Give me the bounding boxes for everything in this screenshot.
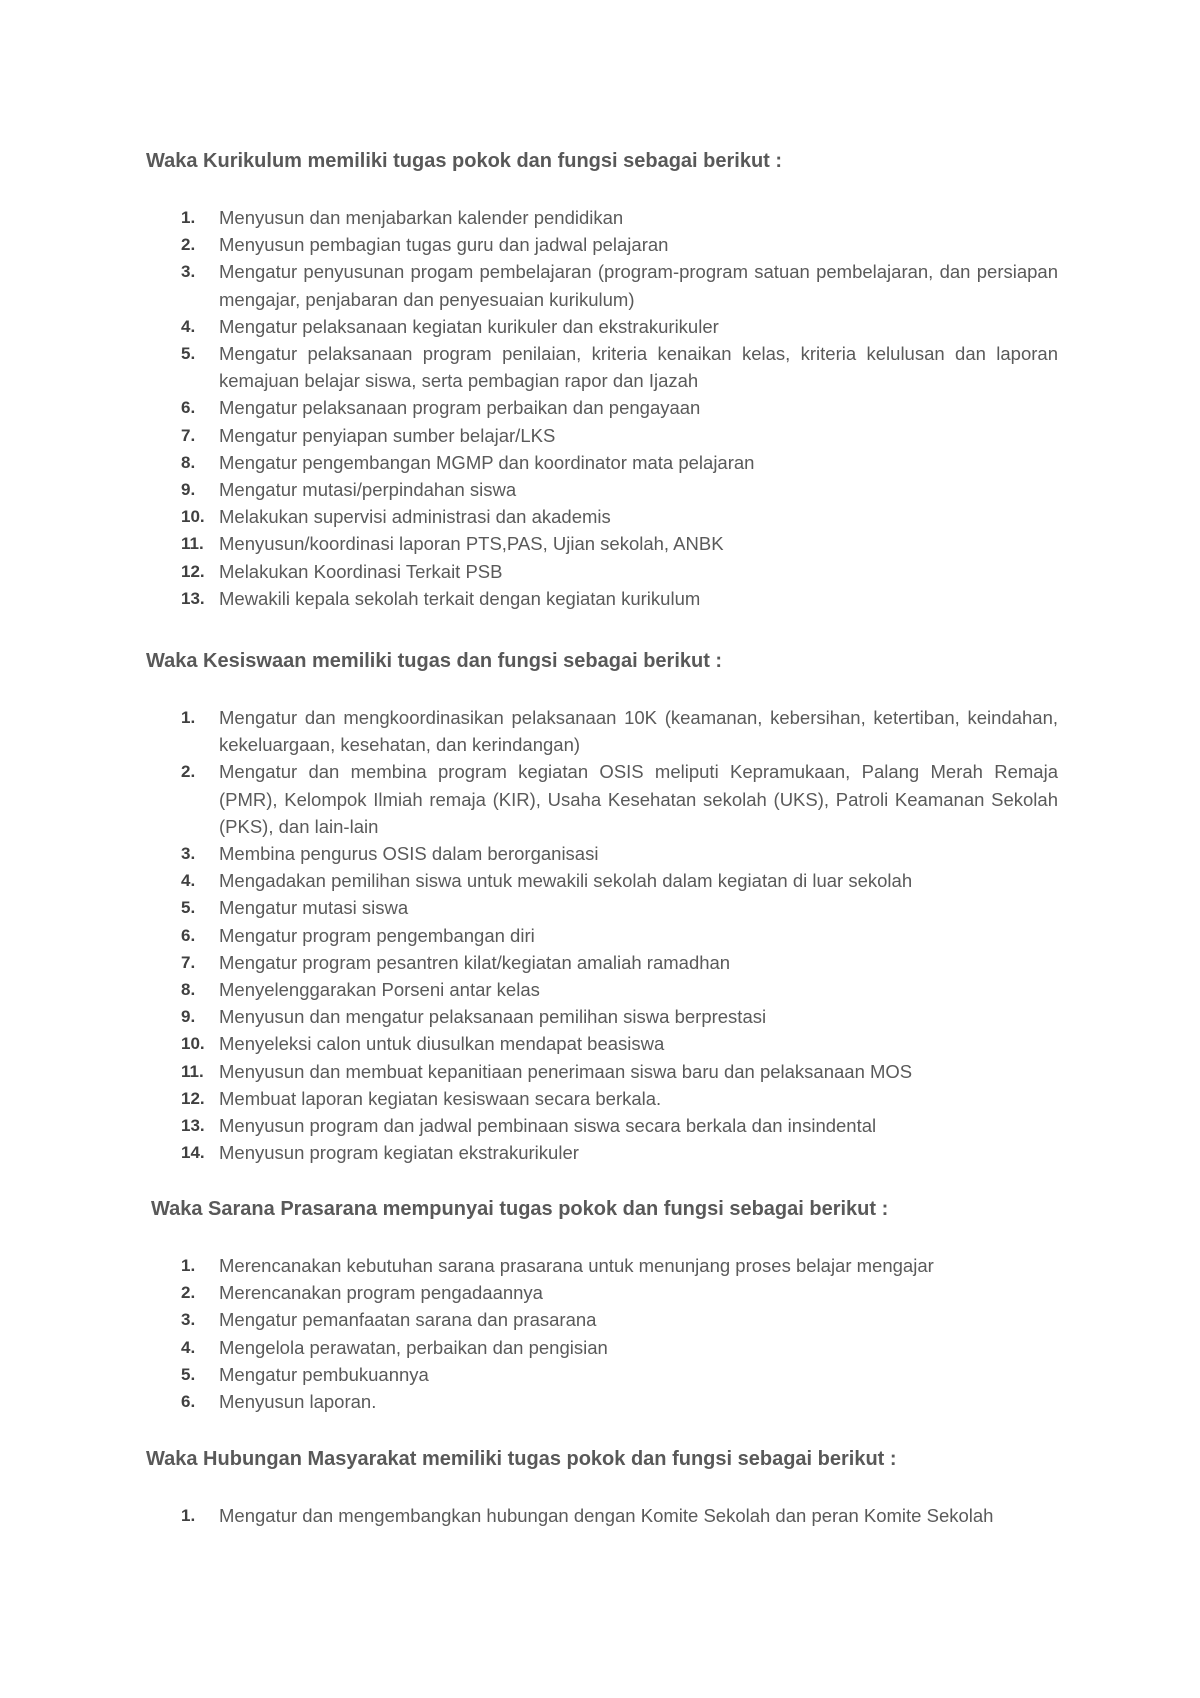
list-item (0, 704, 1058, 758)
item-number: 3. (181, 844, 196, 864)
item-number: 1. (181, 1506, 196, 1525)
list-item (0, 585, 1058, 612)
item-number: 6. (181, 1392, 196, 1412)
list-item (0, 1502, 1058, 1529)
list-item (0, 1252, 1058, 1279)
list-item (0, 894, 1058, 921)
item-number: 10. (181, 507, 205, 527)
item-number: 7. (181, 425, 196, 445)
item-text: Mengatur dan mengembangkan hubungan dengan Komite Sekolah dan peran Komite Sekolah (219, 1505, 994, 1526)
item-number: 5. (181, 1364, 196, 1384)
list-item (0, 340, 1058, 394)
item-number: 5. (181, 344, 196, 364)
list-item (0, 1361, 1058, 1388)
item-number: 1. (181, 1256, 196, 1275)
item-text: Mengatur dan mengkoordinasikan pelaksanaan 10K (keamanan, kebersihan, ketertiban, keindahan, kekeluargaan, kesehatan, dan kerindangan) (219, 707, 1058, 756)
list-item (0, 231, 1058, 258)
item-number: 2. (181, 235, 196, 255)
item-text: Mengatur penyusunan progam pembelajaran (program-program satuan pembelajaran, dan persiapan mengajar, penjabaran dan penyesuaian kurikulum) (219, 261, 1058, 310)
item-number: 6. (181, 398, 196, 418)
item-text: Menyusun laporan. (219, 1391, 377, 1413)
section-heading: Waka Sarana Prasarana mempunyai tugas pokok dan fungsi sebagai berikut : (151, 1198, 889, 1220)
item-number: 11. (181, 534, 204, 554)
list-item (0, 313, 1058, 340)
duty-list (0, 704, 1200, 1166)
list-item (0, 758, 1058, 840)
item-number: 1. (181, 208, 196, 227)
list-item (0, 394, 1058, 421)
item-text: Mengatur program pengembangan diri (219, 924, 535, 946)
item-text: Mengatur pelaksanaan program penilaian, kriteria kenaikan kelas, kriteria kelulusan dan laporan kemajuan belajar siswa, serta pembagian rapor dan Ijazah (219, 343, 1058, 392)
item-text: Mengatur dan membina program kegiatan OSIS meliputi Kepramukaan, Palang Merah Remaja (PMR), Kelompok Ilmiah remaja (KIR), Usaha Kesehatan sekolah (UKS), Patroli Keamanan Sekolah (PKS), dan lain-lain (219, 761, 1058, 837)
item-number: 1. (181, 708, 196, 727)
item-number: 4. (181, 871, 196, 891)
item-number: 9. (181, 480, 196, 500)
list-item (0, 422, 1058, 449)
list-item (0, 867, 1058, 894)
item-text: Mengatur pemanfaatan sarana dan prasarana (219, 1309, 597, 1331)
list-item (0, 530, 1058, 557)
item-text: Menyelenggarakan Porseni antar kelas (219, 979, 540, 1001)
item-text: Menyusun dan membuat kepanitiaan penerimaan siswa baru dan pelaksanaan MOS (219, 1060, 913, 1082)
item-text: Menyeleksi calon untuk diusulkan mendapat beasiswa (219, 1033, 665, 1055)
list-item (0, 1279, 1058, 1306)
item-number: 11. (181, 1061, 204, 1081)
list-item (0, 1334, 1058, 1361)
list-item (0, 503, 1058, 530)
list-item (0, 1003, 1058, 1030)
item-number: 2. (181, 762, 196, 782)
list-item (0, 558, 1058, 585)
item-text: Mengadakan pemilihan siswa untuk mewakili sekolah dalam kegiatan di luar sekolah (219, 870, 913, 892)
list-item (0, 1112, 1058, 1139)
item-number: 10. (181, 1034, 205, 1054)
item-number: 13. (181, 588, 205, 608)
item-number: 7. (181, 952, 196, 972)
item-text: Mengatur pelaksanaan kegiatan kurikuler dan ekstrakurikuler (219, 315, 719, 337)
list-item (0, 476, 1058, 503)
item-text: Mengatur mutasi/perpindahan siswa (219, 479, 517, 501)
item-number: 2. (181, 1283, 196, 1303)
list-item (0, 1139, 1058, 1166)
item-text: Membina pengurus OSIS dalam berorganisasi (219, 843, 599, 865)
item-text: Menyusun pembagian tugas guru dan jadwal pelajaran (219, 234, 669, 256)
section-heading: Waka Kesiswaan memiliki tugas dan fungsi sebagai berikut : (146, 650, 723, 672)
duty-list (0, 1252, 1200, 1415)
item-number: 5. (181, 898, 196, 918)
item-number: 8. (181, 980, 196, 1000)
item-text: Menyusun program kegiatan ekstrakurikuler (219, 1142, 579, 1164)
item-text: Merencanakan program pengadaannya (219, 1282, 543, 1304)
item-number: 9. (181, 1007, 196, 1027)
section-heading: Waka Kurikulum memiliki tugas pokok dan fungsi sebagai berikut : (146, 150, 783, 172)
list-item (0, 1058, 1058, 1085)
item-number: 12. (181, 561, 205, 581)
item-text: Menyusun dan menjabarkan kalender pendidikan (219, 207, 624, 228)
item-text: Melakukan supervisi administrasi dan akademis (219, 506, 611, 528)
duty-list (0, 1502, 1200, 1529)
list-item (0, 258, 1058, 312)
list-item (0, 840, 1058, 867)
item-number: 12. (181, 1088, 205, 1108)
item-text: Mewakili kepala sekolah terkait dengan kegiatan kurikulum (219, 587, 701, 609)
item-text: Mengatur program pesantren kilat/kegiatan amaliah ramadhan (219, 951, 731, 973)
item-text: Menyusun program dan jadwal pembinaan siswa secara berkala dan insindental (219, 1115, 877, 1137)
list-item (0, 949, 1058, 976)
item-text: Menyusun dan mengatur pelaksanaan pemilihan siswa berprestasi (219, 1006, 767, 1028)
list-item (0, 1030, 1058, 1057)
item-number: 8. (181, 452, 196, 472)
list-item (0, 1306, 1058, 1333)
item-number: 6. (181, 925, 196, 945)
section-heading: Waka Hubungan Masyarakat memiliki tugas pokok dan fungsi sebagai berikut : (146, 1448, 897, 1470)
duty-list (0, 204, 1200, 612)
item-text: Mengatur mutasi siswa (219, 897, 409, 919)
item-number: 4. (181, 316, 196, 336)
list-item (0, 1085, 1058, 1112)
item-number: 3. (181, 262, 196, 282)
item-text: Membuat laporan kegiatan kesiswaan secara berkala. (219, 1087, 662, 1109)
item-text: Menyusun/koordinasi laporan PTS,PAS, Ujian sekolah, ANBK (219, 533, 724, 555)
item-text: Mengatur pelaksanaan program perbaikan dan pengayaan (219, 397, 701, 419)
item-number: 4. (181, 1337, 196, 1357)
item-number: 13. (181, 1116, 205, 1136)
item-text: Mengatur pembukuannya (219, 1363, 429, 1385)
list-item (0, 449, 1058, 476)
item-text: Mengatur penyiapan sumber belajar/LKS (219, 424, 556, 446)
list-item (0, 1388, 1058, 1415)
list-item (0, 204, 1058, 231)
item-text: Melakukan Koordinasi Terkait PSB (219, 560, 503, 582)
item-text: Mengatur pengembangan MGMP dan koordinator mata pelajaran (219, 451, 755, 473)
item-text: Mengelola perawatan, perbaikan dan pengisian (219, 1336, 608, 1358)
item-number: 3. (181, 1310, 196, 1330)
list-item (0, 976, 1058, 1003)
item-number: 14. (181, 1143, 205, 1163)
list-item (0, 922, 1058, 949)
item-text: Merencanakan kebutuhan sarana prasarana untuk menunjang proses belajar mengajar (219, 1255, 934, 1276)
